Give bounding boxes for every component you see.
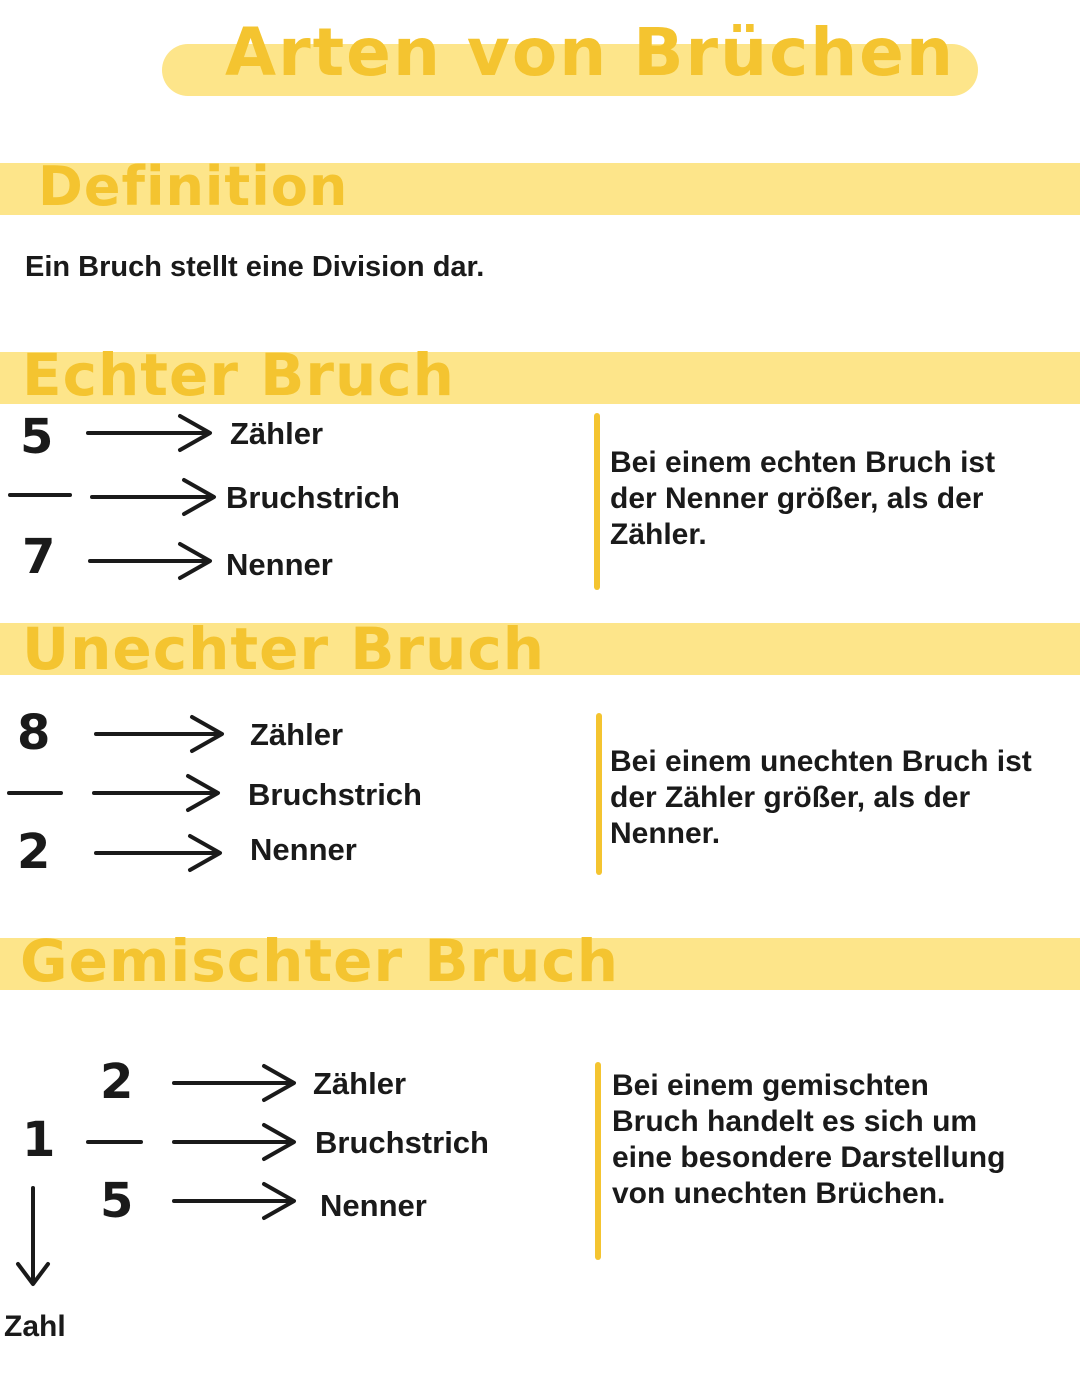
unechter-denominator: 2 [17,824,51,880]
unechter-label-denominator: Nenner [250,832,357,867]
unechter-label-numerator: Zähler [250,717,344,752]
unechter-explanation: Bei einem unechten Bruch ist der Zähler größer, als der Nenner. [610,745,1032,850]
gemischter-label-numerator: Zähler [313,1066,407,1101]
page-title: Arten von Brüchen [225,14,955,91]
gemischter-whole-label: Zahl [4,1310,66,1343]
echter-heading: Echter Bruch [22,341,455,409]
gemischter-label-bar: Bruchstrich [315,1125,489,1160]
unechter-label-bar: Bruchstrich [248,777,422,812]
unechter-divider [596,713,602,875]
gemischter-denominator: 5 [100,1173,134,1229]
gemischter-whole: 1 [22,1112,56,1168]
echter-label-denominator: Nenner [226,547,333,582]
echter-explanation: Bei einem echten Bruch ist der Nenner größer, als der Zähler. [610,446,996,551]
gemischter-heading: Gemischter Bruch [20,927,620,995]
gemischter-explanation: Bei einem gemischten Bruch handelt es sich um eine besondere Darstellung von unechten Brüchen. [612,1069,1006,1210]
echter-denominator: 7 [22,529,56,585]
gemischter-arrow-denominator-icon [0,0,1,1]
gemischter-divider [595,1062,601,1260]
gemischter-numerator: 2 [100,1054,134,1110]
unechter-numerator: 8 [17,705,51,761]
definition-heading: Definition [38,155,349,218]
echter-label-bar: Bruchstrich [226,480,400,515]
definition-text: Ein Bruch stellt eine Division dar. [25,251,485,283]
echter-label-numerator: Zähler [230,416,324,451]
unechter-heading: Unechter Bruch [22,615,546,683]
gemischter-label-denominator: Nenner [320,1188,427,1223]
echter-numerator: 5 [20,409,54,465]
echter-divider [594,413,600,590]
